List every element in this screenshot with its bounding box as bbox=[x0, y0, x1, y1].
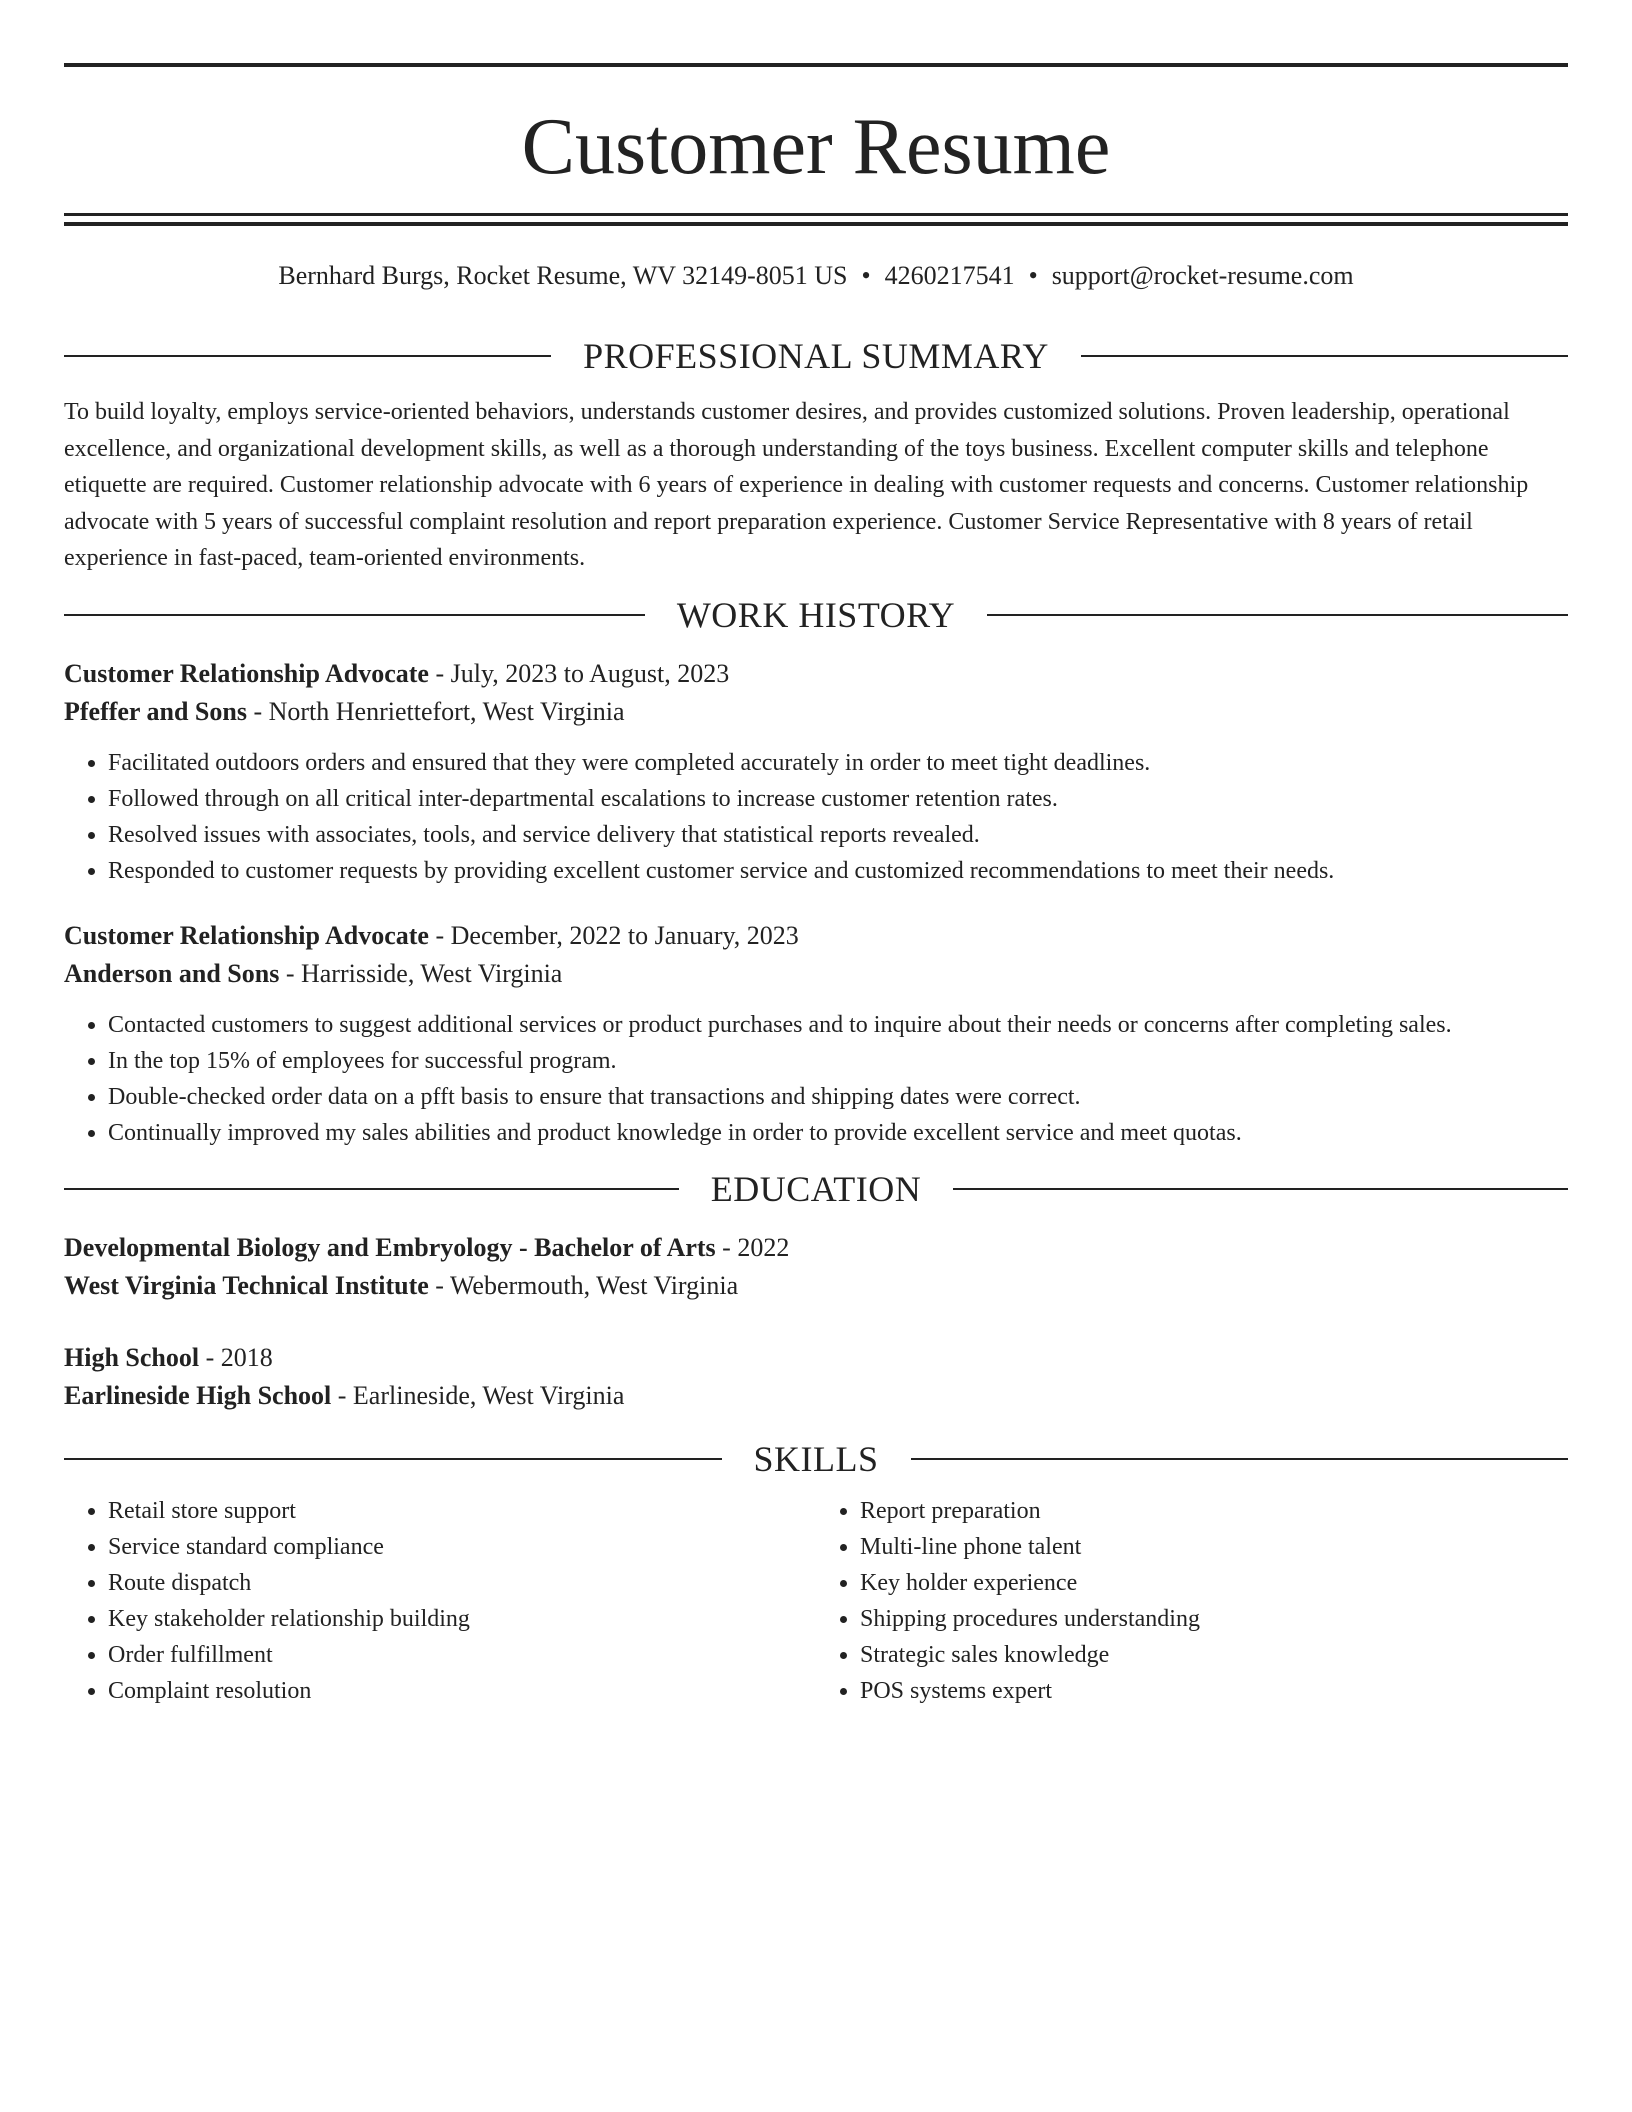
education-degree: Developmental Biology and Embryology - Bachelor of Arts bbox=[64, 1232, 716, 1262]
section-header-work bbox=[64, 591, 1568, 639]
section-rule bbox=[911, 1458, 1569, 1460]
contact-separator: • bbox=[1028, 261, 1038, 290]
job-entry bbox=[64, 655, 1568, 889]
section-header-summary bbox=[64, 332, 1568, 380]
section-rule bbox=[64, 1188, 679, 1190]
section-title-education: EDUCATION bbox=[710, 1168, 922, 1209]
education-degree: High School bbox=[64, 1342, 200, 1372]
job-company-line bbox=[64, 955, 1568, 993]
job-dates: - December, 2022 to January, 2023 bbox=[428, 920, 799, 950]
skill-item: • Key stakeholder relationship building bbox=[108, 1601, 816, 1637]
education-school-line bbox=[64, 1377, 1568, 1415]
skill-item: • POS systems expert bbox=[860, 1673, 1568, 1709]
skill-item: • Shipping procedures understanding bbox=[860, 1601, 1568, 1637]
job-bullets bbox=[64, 1007, 1568, 1151]
skills-bullets bbox=[64, 1493, 816, 1709]
job-dates: - July, 2023 to August, 2023 bbox=[428, 658, 730, 688]
skill-item: • Multi-line phone talent bbox=[860, 1529, 1568, 1565]
contact-email: support@rocket-resume.com bbox=[1051, 261, 1354, 290]
skills-column-left bbox=[64, 1493, 816, 1709]
skills-column-right bbox=[816, 1493, 1568, 1709]
contact-address: Bernhard Burgs, Rocket Resume, WV 32149-8051 US bbox=[278, 261, 848, 290]
job-title-line bbox=[64, 655, 1568, 693]
section-rule bbox=[953, 1188, 1568, 1190]
section-rule bbox=[1081, 355, 1568, 357]
education-degree-line bbox=[64, 1229, 1568, 1267]
skill-item: • Strategic sales knowledge bbox=[860, 1637, 1568, 1673]
skill-item: • Report preparation bbox=[860, 1493, 1568, 1529]
section-title-skills: SKILLS bbox=[753, 1438, 879, 1479]
skills-list bbox=[64, 1493, 1568, 1709]
job-company: Pfeffer and Sons bbox=[64, 696, 247, 726]
job-bullet: • Double-checked order data on a pfft basis to ensure that transactions and shipping dates were correct. bbox=[108, 1079, 1568, 1115]
job-bullets bbox=[64, 745, 1568, 889]
skill-item: • Route dispatch bbox=[108, 1565, 816, 1601]
job-bullet: • In the top 15% of employees for successful program. bbox=[108, 1043, 1568, 1079]
section-rule bbox=[64, 355, 551, 357]
job-company: Anderson and Sons bbox=[64, 958, 280, 988]
job-company-line bbox=[64, 693, 1568, 731]
contact-phone: 4260217541 bbox=[884, 261, 1015, 290]
section-title-summary: PROFESSIONAL SUMMARY bbox=[583, 336, 1049, 376]
job-bullet: • Contacted customers to suggest additional services or product purchases and to inquire about their needs or concerns after completing sales. bbox=[108, 1007, 1568, 1043]
education-year: - 2018 bbox=[199, 1342, 273, 1372]
job-title: Customer Relationship Advocate bbox=[64, 920, 429, 950]
job-bullet: • Continually improved my sales abilities and product knowledge in order to provide excellent service and meet quotas. bbox=[108, 1115, 1568, 1151]
section-header-education bbox=[64, 1165, 1568, 1213]
skill-item: • Key holder experience bbox=[860, 1565, 1568, 1601]
education-year: - 2022 bbox=[715, 1232, 790, 1262]
section-header-skills bbox=[64, 1435, 1568, 1483]
job-title: Customer Relationship Advocate bbox=[64, 658, 429, 688]
summary-text: To build loyalty, employs service-oriented behaviors, understands customer desires, and provides customized solutions. Proven leadership, operational excellence, and organizational development skills, as well as a thorough understanding of the toys business. Excellent computer skills and telephone etiquette are required. Customer relationship advocate with 6 years of experience in dealing with customer requests and concerns. Customer relationship advocate with 5 years of successful complaint resolution and report preparation experience. Customer Service Representative with 8 years of retail experience in fast-paced, team-oriented environments. bbox=[64, 399, 1529, 571]
job-bullet: • Responded to customer requests by providing excellent customer service and customized recommendations to meet their needs. bbox=[108, 853, 1568, 889]
skill-item: • Order fulfillment bbox=[108, 1637, 816, 1673]
section-rule bbox=[64, 614, 645, 616]
education-school-line bbox=[64, 1267, 1568, 1305]
contact-separator: • bbox=[861, 261, 871, 290]
education-school: Earlineside High School bbox=[64, 1380, 332, 1410]
education-location: - Webermouth, West Virginia bbox=[428, 1270, 739, 1300]
education-degree-line bbox=[64, 1339, 1568, 1377]
section-rule bbox=[64, 1458, 722, 1460]
skill-item: • Retail store support bbox=[108, 1493, 816, 1529]
job-bullet: • Facilitated outdoors orders and ensured that they were completed accurately in order to meet tight deadlines. bbox=[108, 745, 1568, 781]
skill-item: • Service standard compliance bbox=[108, 1529, 816, 1565]
education-entry bbox=[64, 1339, 1568, 1415]
resume-title: Customer Resume bbox=[521, 103, 1111, 191]
job-location: - North Henriettefort, West Virginia bbox=[246, 696, 625, 726]
education-school: West Virginia Technical Institute bbox=[64, 1270, 429, 1300]
education-entry bbox=[64, 1229, 1568, 1305]
skill-item: • Complaint resolution bbox=[108, 1673, 816, 1709]
education-location: - Earlineside, West Virginia bbox=[331, 1380, 625, 1410]
section-title-work: WORK HISTORY bbox=[676, 594, 956, 635]
header-double-rule bbox=[64, 213, 1568, 226]
job-bullet: • Followed through on all critical inter-departmental escalations to increase customer retention rates. bbox=[108, 781, 1568, 817]
section-rule bbox=[987, 614, 1568, 616]
job-bullet: • Resolved issues with associates, tools, and service delivery that statistical reports revealed. bbox=[108, 817, 1568, 853]
contact-line bbox=[64, 256, 1568, 296]
skills-bullets bbox=[816, 1493, 1568, 1709]
header-top-rule bbox=[64, 63, 1568, 67]
job-title-line bbox=[64, 917, 1568, 955]
job-location: - Harrisside, West Virginia bbox=[279, 958, 563, 988]
job-entry bbox=[64, 917, 1568, 1151]
